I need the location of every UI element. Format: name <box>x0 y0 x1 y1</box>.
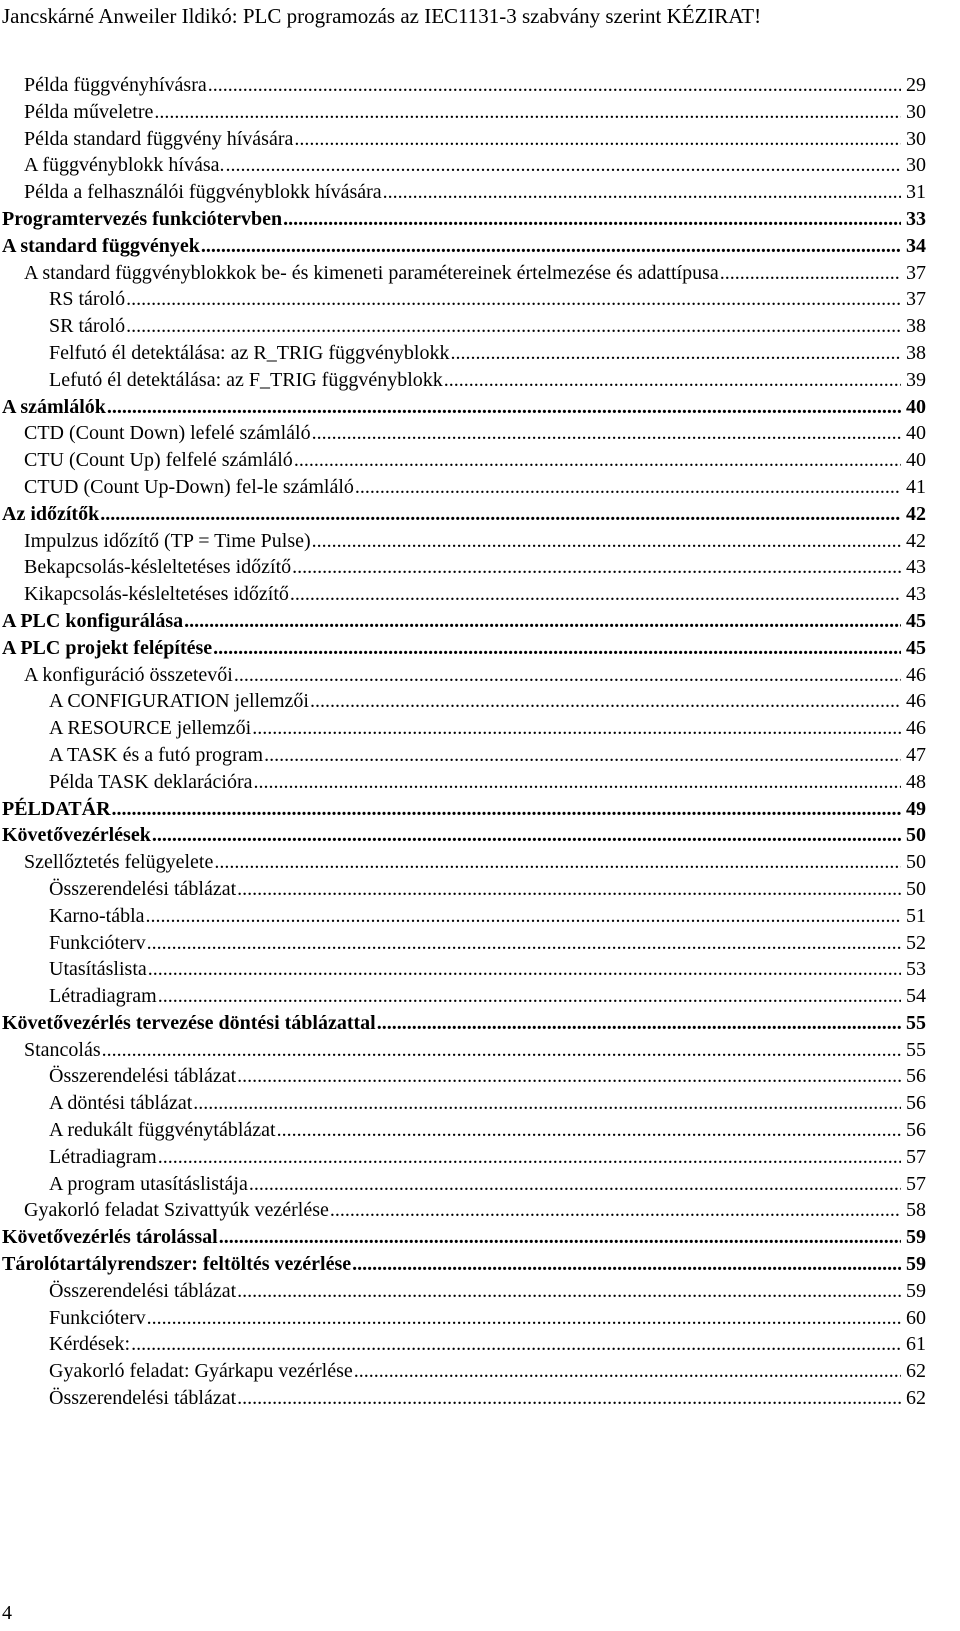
toc-entry-title: A konfiguráció összetevői <box>24 663 233 686</box>
toc-entry-title: SR tároló <box>49 315 126 338</box>
toc-dot-leader <box>277 1117 901 1143</box>
toc-entry-title: Programtervezés funkciótervben <box>2 207 283 230</box>
toc-dot-leader <box>383 179 901 205</box>
toc-entry[interactable] <box>0 179 926 206</box>
toc-dot-leader <box>283 206 901 232</box>
toc-dot-leader <box>148 956 901 982</box>
toc-entry-page: 50 <box>906 824 926 847</box>
toc-entry-page: 54 <box>906 985 926 1008</box>
toc-entry[interactable] <box>0 876 926 903</box>
toc-entry-title: Felfutó él detektálása: az R_TRIG függvényblokk <box>49 341 450 364</box>
toc-dot-leader <box>237 1278 901 1304</box>
toc-entry[interactable] <box>0 769 926 796</box>
toc-dot-leader <box>312 528 901 554</box>
table-of-contents <box>0 72 926 1412</box>
toc-entry-page: 55 <box>906 1011 926 1034</box>
toc-entry[interactable] <box>0 99 926 126</box>
toc-entry[interactable] <box>0 447 926 474</box>
toc-entry-title: Lefutó él detektálása: az F_TRIG függvényblokk <box>49 368 443 391</box>
toc-entry-page: 40 <box>906 449 926 472</box>
toc-entry-title: Kérdések: <box>49 1333 131 1356</box>
toc-entry[interactable] <box>0 1144 926 1171</box>
toc-entry-title: Funkcióterv <box>49 931 146 954</box>
toc-entry-page: 34 <box>906 234 926 257</box>
toc-entry[interactable] <box>0 554 926 581</box>
toc-entry-title: A RESOURCE jellemzői <box>49 717 252 740</box>
toc-entry[interactable] <box>0 420 926 447</box>
toc-entry-title: A program utasításlistája <box>49 1172 248 1195</box>
toc-entry[interactable] <box>0 581 926 608</box>
toc-entry-page: 59 <box>906 1253 926 1276</box>
toc-entry[interactable] <box>0 126 926 153</box>
toc-entry[interactable] <box>0 340 926 367</box>
toc-dot-leader <box>312 420 901 446</box>
toc-entry-page: 42 <box>906 529 926 552</box>
toc-entry-title: A standard függvények <box>2 234 200 257</box>
toc-dot-leader <box>294 126 901 152</box>
toc-entry-page: 46 <box>906 690 926 713</box>
toc-entry-page: 58 <box>906 1199 926 1222</box>
toc-entry-title: A függvényblokk hívása. <box>24 154 225 177</box>
toc-entry-title: Összerendelési táblázat <box>49 877 237 900</box>
toc-entry[interactable] <box>0 286 926 313</box>
toc-entry-page: 29 <box>906 74 926 96</box>
toc-entry-title: A standard függvényblokkok be- és kimeneti paramétereinek értelmezése és adattípusa <box>24 261 719 284</box>
toc-dot-leader <box>208 72 901 98</box>
toc-entry-title: RS tároló <box>49 288 126 311</box>
toc-entry[interactable] <box>0 1358 926 1385</box>
toc-dot-leader <box>158 983 901 1009</box>
toc-entry-page: 56 <box>906 1065 926 1088</box>
toc-dot-leader <box>201 233 901 259</box>
toc-entry-title: Szellőztetés felügyelete <box>24 851 214 874</box>
toc-entry-page: 51 <box>906 904 926 927</box>
toc-entry-page: 61 <box>906 1333 926 1356</box>
toc-dot-leader <box>234 662 901 688</box>
toc-dot-leader <box>126 286 901 312</box>
toc-entry[interactable] <box>0 742 926 769</box>
toc-entry-title: Példa a felhasználói függvényblokk hívására <box>24 181 382 204</box>
toc-dot-leader <box>249 1171 901 1197</box>
toc-dot-leader <box>146 903 901 929</box>
toc-entry-title: A TASK és a futó program <box>49 743 264 766</box>
toc-entry-page: 50 <box>906 851 926 874</box>
toc-entry[interactable] <box>0 1171 926 1198</box>
toc-entry-page: 56 <box>906 1092 926 1115</box>
toc-dot-leader <box>100 501 901 527</box>
toc-entry-title: Utasításlista <box>49 958 147 981</box>
toc-dot-leader <box>330 1197 901 1223</box>
toc-entry-page: 38 <box>906 341 926 364</box>
toc-entry[interactable] <box>0 313 926 340</box>
toc-dot-leader <box>147 1305 901 1331</box>
toc-entry-title: Követővezérlés tervezése döntési táblázattal <box>2 1011 376 1034</box>
toc-entry[interactable] <box>0 1331 926 1358</box>
toc-entry[interactable] <box>0 849 926 876</box>
toc-dot-leader <box>147 930 901 956</box>
toc-entry[interactable] <box>0 206 926 233</box>
toc-entry[interactable] <box>0 367 926 394</box>
toc-entry-title: Stancolás <box>24 1038 101 1061</box>
toc-entry-page: 50 <box>906 877 926 900</box>
toc-entry-title: CTUD (Count Up-Down) fel-le számláló <box>24 475 354 498</box>
toc-dot-leader <box>107 394 901 420</box>
toc-entry-page: 55 <box>906 1038 926 1061</box>
toc-entry-page: 46 <box>906 717 926 740</box>
toc-entry-title: A PLC projekt felépítése <box>2 636 213 659</box>
toc-entry-page: 41 <box>906 475 926 498</box>
toc-entry-title: PÉLDATÁR <box>2 797 111 820</box>
toc-entry-title: Gyakorló feladat: Gyárkapu vezérlése <box>49 1360 353 1383</box>
toc-entry[interactable] <box>0 688 926 715</box>
toc-dot-leader <box>720 260 901 286</box>
toc-dot-leader <box>126 313 901 339</box>
toc-entry[interactable] <box>0 1063 926 1090</box>
toc-entry-title: Kikapcsolás-késleltetéses időzítő <box>24 583 289 606</box>
toc-entry-page: 45 <box>906 636 926 659</box>
page-header: Jancskárné Anweiler Ildikó: PLC programozás az IEC1131-3 szabvány szerint KÉZIRAT! <box>2 4 762 28</box>
toc-entry-title: Példa TASK deklarációra <box>49 770 253 793</box>
toc-entry-title: Összerendelési táblázat <box>49 1279 237 1302</box>
toc-entry-page: 39 <box>906 368 926 391</box>
toc-entry[interactable] <box>0 903 926 930</box>
toc-dot-leader <box>158 1144 901 1170</box>
toc-entry-page: 57 <box>906 1145 926 1168</box>
toc-entry-title: A PLC konfigurálása <box>2 609 184 632</box>
toc-entry[interactable] <box>0 1385 926 1412</box>
toc-entry-page: 43 <box>906 583 926 606</box>
toc-entry-page: 46 <box>906 663 926 686</box>
toc-entry-title: Összerendelési táblázat <box>49 1065 237 1088</box>
toc-entry-page: 52 <box>906 931 926 954</box>
toc-entry[interactable] <box>0 501 926 528</box>
toc-entry-title: CTD (Count Down) lefelé számláló <box>24 422 311 445</box>
toc-dot-leader <box>254 769 901 795</box>
toc-entry-page: 33 <box>906 207 926 230</box>
toc-dot-leader <box>355 474 901 500</box>
toc-entry-page: 42 <box>906 502 926 525</box>
toc-entry[interactable] <box>0 1090 926 1117</box>
toc-dot-leader <box>184 608 901 634</box>
toc-entry-title: Követővezérlés tárolással <box>2 1226 218 1249</box>
toc-entry[interactable] <box>0 1224 926 1251</box>
toc-entry-page: 40 <box>906 395 926 418</box>
page-number: 4 <box>2 1602 12 1624</box>
toc-entry-title: A redukált függvénytáblázat <box>49 1119 276 1142</box>
toc-entry[interactable] <box>0 474 926 501</box>
toc-entry[interactable] <box>0 635 926 662</box>
toc-entry-title: Példa függvényhívásra <box>24 74 207 96</box>
toc-entry-page: 62 <box>906 1387 926 1410</box>
toc-entry-title: Példa műveletre <box>24 100 154 123</box>
toc-dot-leader <box>352 1251 901 1277</box>
toc-entry-page: 40 <box>906 422 926 445</box>
toc-dot-leader <box>292 554 901 580</box>
toc-entry-title: Az időzítők <box>2 502 100 525</box>
toc-entry-page: 43 <box>906 556 926 579</box>
toc-entry-page: 45 <box>906 609 926 632</box>
toc-entry[interactable] <box>0 152 926 179</box>
toc-entry[interactable] <box>0 1305 926 1332</box>
toc-entry[interactable] <box>0 1278 926 1305</box>
toc-entry[interactable] <box>0 822 926 849</box>
toc-entry[interactable] <box>0 260 926 287</box>
toc-entry-page: 38 <box>906 315 926 338</box>
toc-dot-leader <box>102 1037 901 1063</box>
toc-entry-title: CTU (Count Up) felfelé számláló <box>24 449 293 472</box>
toc-entry[interactable] <box>0 930 926 957</box>
toc-entry-page: 57 <box>906 1172 926 1195</box>
toc-dot-leader <box>213 635 901 661</box>
toc-entry-title: Karno-tábla <box>49 904 145 927</box>
toc-dot-leader <box>290 581 901 607</box>
toc-entry-title: A számlálók <box>2 395 106 418</box>
toc-entry-page: 37 <box>906 261 926 284</box>
toc-dot-leader <box>112 796 901 822</box>
toc-dot-leader <box>264 742 901 768</box>
toc-entry[interactable] <box>0 1010 926 1037</box>
toc-entry-page: 30 <box>906 127 926 150</box>
toc-entry-title: Bekapcsolás-késleltetéses időzítő <box>24 556 292 579</box>
toc-dot-leader <box>310 688 901 714</box>
toc-entry-page: 53 <box>906 958 926 981</box>
toc-entry-title: Létradiagram <box>49 985 157 1008</box>
toc-entry-title: Példa standard függvény hívására <box>24 127 294 150</box>
toc-entry[interactable] <box>0 72 926 99</box>
toc-entry[interactable] <box>0 608 926 635</box>
toc-entry[interactable] <box>0 983 926 1010</box>
toc-entry-title: Gyakorló feladat Szivattyúk vezérlése <box>24 1199 329 1222</box>
toc-entry-page: 62 <box>906 1360 926 1383</box>
toc-entry[interactable] <box>0 1037 926 1064</box>
toc-entry-title: Impulzus időzítő (TP = Time Pulse) <box>24 529 311 552</box>
toc-entry-page: 49 <box>906 797 926 820</box>
toc-entry-title: A döntési táblázat <box>49 1092 193 1115</box>
toc-dot-leader <box>377 1010 901 1036</box>
toc-entry-title: Követővezérlések <box>2 824 151 847</box>
toc-entry[interactable] <box>0 1251 926 1278</box>
toc-dot-leader <box>152 822 901 848</box>
toc-entry[interactable] <box>0 1197 926 1224</box>
toc-dot-leader <box>193 1090 901 1116</box>
toc-entry-page: 59 <box>906 1279 926 1302</box>
toc-entry-title: Létradiagram <box>49 1145 157 1168</box>
toc-dot-leader <box>131 1331 901 1357</box>
toc-dot-leader <box>214 849 901 875</box>
toc-entry-page: 37 <box>906 288 926 311</box>
toc-entry-page: 30 <box>906 100 926 123</box>
toc-dot-leader <box>444 367 901 393</box>
toc-entry-page: 31 <box>906 181 926 204</box>
toc-entry-title: A CONFIGURATION jellemzői <box>49 690 309 713</box>
toc-entry[interactable] <box>0 233 926 260</box>
toc-entry[interactable] <box>0 528 926 555</box>
toc-dot-leader <box>237 1063 901 1089</box>
toc-entry-page: 59 <box>906 1226 926 1249</box>
toc-entry-page: 30 <box>906 154 926 177</box>
toc-entry-title: Tárolótartályrendszer: feltöltés vezérlése <box>2 1253 352 1276</box>
toc-dot-leader <box>294 447 901 473</box>
toc-entry[interactable] <box>0 1117 926 1144</box>
toc-entry-title: Összerendelési táblázat <box>49 1387 237 1410</box>
toc-dot-leader <box>154 99 901 125</box>
toc-dot-leader <box>237 876 901 902</box>
toc-entry-title: Funkcióterv <box>49 1306 146 1329</box>
toc-entry-page: 47 <box>906 743 926 766</box>
toc-dot-leader <box>354 1358 901 1384</box>
toc-entry[interactable] <box>0 394 926 421</box>
toc-entry[interactable] <box>0 715 926 742</box>
toc-dot-leader <box>450 340 901 366</box>
toc-dot-leader <box>237 1385 901 1411</box>
toc-entry[interactable] <box>0 662 926 689</box>
toc-entry-page: 60 <box>906 1306 926 1329</box>
toc-dot-leader <box>226 152 901 178</box>
toc-entry-page: 48 <box>906 770 926 793</box>
toc-entry[interactable] <box>0 956 926 983</box>
toc-dot-leader <box>252 715 901 741</box>
toc-entry[interactable] <box>0 796 926 823</box>
toc-entry-page: 56 <box>906 1119 926 1142</box>
toc-dot-leader <box>219 1224 901 1250</box>
